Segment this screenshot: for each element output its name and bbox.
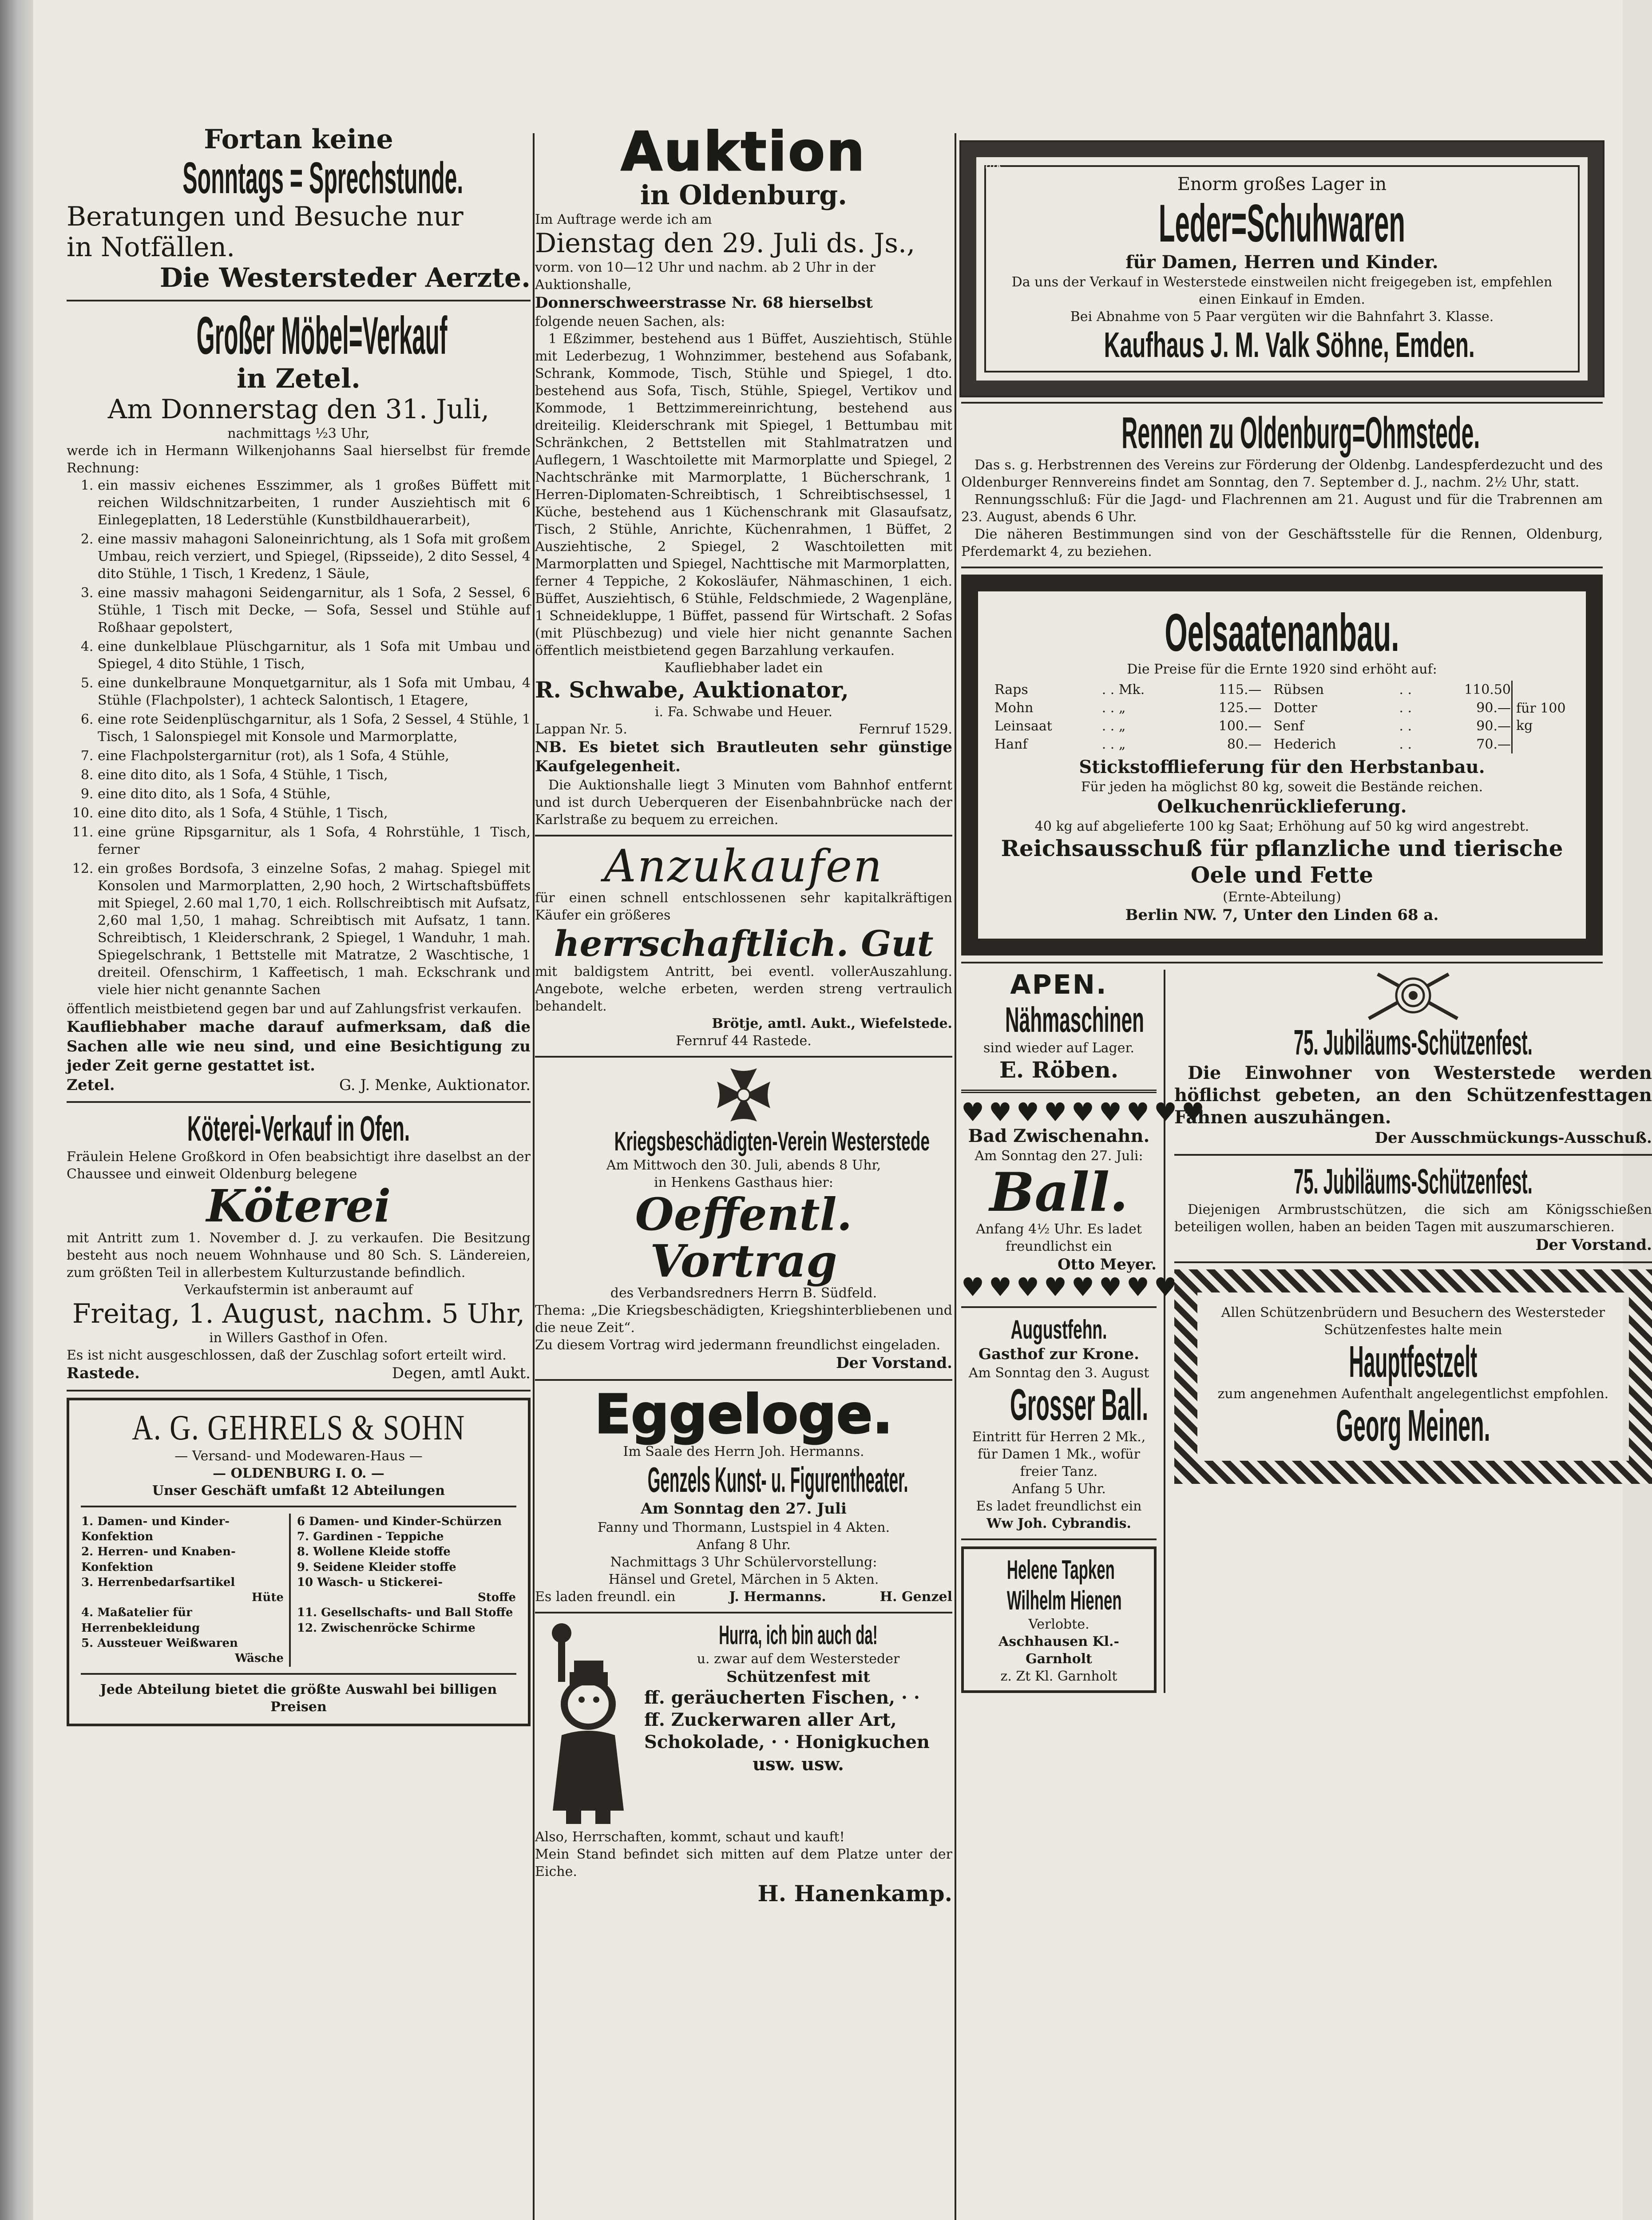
gehrels-dept: 12. Zwischenröcke Schirme — [297, 1621, 475, 1635]
gehrels-departments — [81, 1514, 516, 1667]
oel-crop: Dotter — [1273, 700, 1317, 716]
auktion-title: Auktion — [621, 121, 867, 183]
meinen-line1: Allen Schützenbrüdern und Besuchern des Westersteder Schützenfestes halte mein — [1221, 1304, 1605, 1338]
divider — [961, 402, 1603, 404]
valk-line3: Da uns der Verkauf in Westerstede einstweilen nicht freigegeben ist, empfehlen einen Einkauf in Emden. — [1011, 274, 1553, 307]
ad-kriegsbeschaedigte — [535, 1064, 952, 1373]
oel-price-row — [994, 681, 1570, 699]
fest2-title: 75. Jubiläums-Schützenfest. — [1293, 1162, 1533, 1201]
hurra-line6: usw. usw. — [753, 1754, 844, 1775]
moebel-item: 1. ein massiv eichenes Esszimmer, als 1 großes Büffett mit reichen Wildschnitzarbeiten, 1 runder Ausziehtisch mit 6 Einlegeplatten, 18 Lederstühle (Kunstbildhauerarbeit), — [98, 477, 531, 529]
divider — [961, 567, 1603, 568]
gehrels-dept: 2. Herren- und Knaben-Konfektion — [81, 1545, 236, 1574]
koeterei-p3: Verkaufstermin ist anberaumt auf — [184, 1282, 413, 1298]
oel-price: 125.— — [1218, 700, 1262, 716]
moebel-signature — [67, 1076, 531, 1095]
eggeloge-line6: Hänsel und Gretel, Märchen in 5 Akten. — [608, 1571, 879, 1587]
oel-line8: Berlin NW. 7, Unter den Linden 68 a. — [1125, 906, 1439, 924]
auktion-items: 1 Eßzimmer, bestehend aus 1 Büffet, Ausziehtisch, Stühle mit Lederbezug, 1 Wohnzimmer, bestehend aus Sofabank, Schrank, Kommode, Tisch, Stühle und Spiegel, 1 dto. bestehend aus Sofa, Tisch, Stühle, Spiegel, Vertikov und Kommode, 1 Bettzimmereinrichtung, bestehend aus dreiteilig. Kleiderschrank mit Spiegel, 1 Bettumbau mit Schränkchen, 2 Bettstellen mit Stahlmatratzen und Auflegern, 1 Waschtoilette mit Marmorplatte und Spiegel, 2 Nachtschränke mit Marmorplatte, 1 Bücherschrank, 1 Herren-Diplomaten-Schreibtisch, 1 Schreibtischsessel, 1 Küche, bestehend aus 1 Küchenschrank mit Glasaufsatz, Tisch, 2 Stühle, Anrichte, Küchenrahmen, 1 Büffet, 2 Ausziehtische, 2 Spiegel, 2 Waschtoiletten mit Marmorplatten und Spiegel, Nachttische mit Marmorplatten, — [535, 331, 952, 572]
gehrels-dept: 6 Damen- und Kinder-Schürzen — [297, 1514, 502, 1528]
gehrels-dept: 1. Damen- und Kinder-Konfektion — [81, 1514, 230, 1543]
moebel-intro: werde ich in Hermann Wilkenjohanns Saal hierselbst für fremde Rechnung: — [67, 443, 531, 476]
gehrels-dept: 8. Wollene Kleide stoffe — [297, 1545, 451, 1559]
oel-crop: Raps — [994, 682, 1028, 698]
gehrels-city: — OLDENBURG I. O. — — [213, 1465, 384, 1481]
oel-line1: Die Preise für die Ernte 1920 sind erhöht auf: — [1127, 662, 1437, 677]
zwischen-big: Ball. — [989, 1161, 1129, 1224]
gehrels-sub: — Versand- und Modewaren-Haus — — [174, 1448, 423, 1464]
gehrels-sub2: Unser Geschäft umfaßt 12 Abteilungen — [152, 1483, 445, 1498]
moebel-item: 3. eine massiv mahagoni Seidengarnitur, als 1 Sofa, 2 Sessel, 6 Stühle, 1 Tisch mit Decke, — Sofa, Sessel und Stühle auf Roßhaar gepolstert, — [98, 584, 531, 636]
fest1-title: 75. Jubiläums-Schützenfest. — [1293, 1022, 1533, 1062]
moebel-note: Kaufliebhaber mache darauf aufmerksam, daß die Sachen alle wie neu sind, und eine Besichtigung zu jeder Zeit gerne gestattet ist. — [67, 1018, 531, 1075]
oel-price: 90.— — [1476, 718, 1511, 734]
eggeloge-big: Genzels Kunst- u. Figurentheater. — [647, 1460, 908, 1500]
sprech-signature: Die Westersteder Aerzte. — [159, 262, 531, 293]
gehrels-title: A. G. GEHRELS & SOHN — [132, 1408, 465, 1447]
divider — [961, 1090, 1157, 1093]
eggeloge-name2: H. Genzel — [879, 1589, 952, 1605]
moebel-sig-place: Zetel. — [67, 1076, 115, 1094]
koeterei-p5: Es ist nicht ausgeschlossen, daß der Zuschlag sofort erteilt wird. — [67, 1348, 507, 1364]
heart-border-icon: ♥♥♥♥♥♥♥♥♥ — [961, 1272, 1209, 1303]
ad-anzukaufen — [535, 840, 952, 1050]
valk-line1: Enorm großes Lager in — [1177, 174, 1387, 194]
hurra-line5: Schokolade, · · Honigkuchen — [644, 1732, 930, 1753]
divider — [961, 1538, 1157, 1540]
oel-price: 100.— — [1218, 718, 1262, 734]
oel-price-row — [994, 735, 1570, 753]
koeterei-title: Köterei-Verkauf in Ofen. — [187, 1109, 410, 1149]
auktion-auctioneer: R. Schwabe, Auktionator, — [535, 676, 849, 703]
gehrels-dept: 4. Maßatelier für Herrenbekleidung — [81, 1606, 200, 1635]
ad-schuetzenfest-1 — [1174, 970, 1652, 1148]
hurra-line2: Schützenfest mit — [726, 1668, 870, 1686]
auktion-nb: NB. Es bietet sich Brautleuten sehr günstige Kaufgelegenheit. — [535, 738, 952, 776]
krieger-line3: des Verbandsredners Herrn B. Südfeld. — [610, 1285, 877, 1301]
oel-line3: Für jeden ha möglichst 80 kg, soweit die Bestände reichen. — [1081, 779, 1483, 795]
moebel-item: 5. eine dunkelbraune Monquetgarnitur, als 1 Sofa mit Umbau, 4 Stühle (Flachpolster), 1 achteck Salontisch, 1 Etagere, — [98, 674, 531, 709]
ad-georg-meinen — [1174, 1269, 1652, 1484]
gehrels-dept: 11. Gesellschafts- und Ball Stoffe — [297, 1606, 513, 1620]
gehrels-dept: 10 Wasch- u Stickerei- — [297, 1575, 443, 1589]
august-line3: Eintritt für Herren 2 Mk., für Damen 1 Mk., wofür freier Tanz. — [972, 1429, 1146, 1479]
iron-cross-icon — [713, 1064, 775, 1126]
oel-crop: Rübsen — [1273, 682, 1324, 698]
oel-crop: Hanf — [994, 737, 1028, 752]
apen-big: Nähmaschinen — [1005, 999, 1144, 1039]
divider — [961, 962, 1603, 963]
fest1-signature: Der Ausschmückungs-Ausschuß. — [1375, 1129, 1652, 1147]
gehrels-dept: 5. Aussteuer Weißwaren — [81, 1637, 238, 1650]
moebel-item: 9. eine dito dito, als 1 Sofa, 4 Stühle, — [98, 785, 531, 803]
ad-koeterei — [67, 1109, 531, 1384]
moebel-outro: öffentlich meistbietend gegen bar und auf Zahlungsfrist verkaufen. — [67, 1001, 522, 1017]
ad-auktion-oldenburg — [535, 121, 952, 829]
column-rule-1 — [533, 133, 535, 2220]
meinen-name: Georg Meinen. — [1336, 1400, 1490, 1451]
oel-price-table — [994, 681, 1570, 753]
verlobt-line1: Verlobte. — [1028, 1616, 1089, 1632]
oel-crop: Hederich — [1273, 737, 1336, 752]
verlobt-name1: Helene Tapken — [1006, 1554, 1115, 1585]
gehrels-footer: Jede Abteilung bietet die größte Auswahl bei billigen Preisen — [100, 1681, 497, 1715]
oel-price: 110.50 — [1464, 682, 1511, 698]
verlobt-line3: z. Zt Kl. Garnholt — [1000, 1668, 1117, 1684]
koeterei-p1: Fräulein Helene Großkord in Ofen beabsichtigt ihre daselbst an der Chaussee und einweit Oldenburg belegene — [67, 1149, 531, 1182]
gehrels-dept: 9. Seidene Kleider stoffe — [297, 1560, 456, 1574]
oel-unit: . . — [1399, 700, 1412, 716]
moebel-item: 11. eine grüne Ripsgarnitur, als 1 Sofa, 4 Rohrstühle, 1 Tisch, ferner — [98, 824, 531, 858]
fest2-signature: Der Vorstand. — [1535, 1236, 1652, 1254]
krieger-title: Kriegsbeschädigten-Verein Westerstede — [614, 1126, 930, 1156]
august-big: Grosser Ball. — [1010, 1380, 1149, 1430]
zwischen-title: Bad Zwischenahn. — [968, 1125, 1150, 1146]
hurra-title: Hurra, ich bin auch da! — [719, 1620, 878, 1650]
eggeloge-name1: J. Hermanns. — [729, 1589, 826, 1605]
auktion-line1: Im Auftrage werde ich am — [535, 212, 712, 227]
divider — [81, 1673, 516, 1675]
oel-line5: 40 kg auf abgelieferte 100 kg Saat; Erhöhung auf 50 kg wird angestrebt. — [1034, 819, 1529, 834]
oel-price: 70.— — [1476, 737, 1511, 752]
apen-name: E. Röben. — [999, 1056, 1119, 1083]
hurra-line3: ff. geräucherten Fischen, · · — [644, 1687, 920, 1709]
divider — [535, 835, 952, 836]
divider — [67, 1101, 531, 1103]
krieger-line2: in Henkens Gasthaus hier: — [654, 1174, 833, 1190]
oel-line4: Oelkuchenrücklieferung. — [1157, 796, 1407, 817]
oel-unit: . . — [1399, 737, 1412, 752]
auktion-line3: folgende neuen Sachen, als: — [535, 313, 725, 329]
rennen-p1: Das s. g. Herbstrennen des Vereins zur Förderung der Oldenbg. Landespferdezucht und des Oldenburger Rennvereins findet am Sonntag, den 7. September d. J., nachm. 2½ Uhr, statt. — [961, 457, 1603, 490]
auktion-contact — [535, 721, 952, 738]
ad-hanenkamp — [535, 1620, 952, 1828]
zwischen-name: Otto Meyer. — [1058, 1255, 1157, 1273]
auktion-invite: Kaufliebhaber ladet ein — [664, 660, 823, 676]
divider — [81, 1506, 516, 1507]
column-middle — [535, 121, 952, 1907]
august-line1: Gasthof zur Krone. — [979, 1345, 1139, 1364]
vendor-figure-icon — [535, 1620, 637, 1828]
eggeloge-line3: Fanny und Thormann, Lustspiel in 4 Akten. — [597, 1519, 890, 1535]
oel-crop: Leinsaat — [994, 718, 1052, 734]
auktion-items2: ferner 4 Teppiche, 2 Kokosläufer, Nähmaschinen, 1 eich. Büffet, Ausziehtisch, 6 Stühle, Feldschmiede, 2 Wagenpläne, 1 Schneidekluppe, 1 Büffet, passend für Wirtschaft. 2 Sofas (mit Plüschbezug) und viele hier nicht genannte Sachen öffentlich meistbietend gegen Barzahlung verkaufen. — [535, 573, 952, 658]
divider — [535, 1612, 952, 1613]
moebel-place: in Zetel. — [237, 363, 361, 394]
ad-gehrels — [67, 1398, 531, 1726]
august-title: Augustfehn. — [1010, 1315, 1107, 1345]
auktion-line2: vorm. von 10—12 Uhr und nachm. ab 2 Uhr in der Auktionshalle, — [535, 260, 876, 293]
rennen-title: Rennen zu Oldenburg=Ohmstede. — [1121, 408, 1480, 458]
fest1-text: Die Einwohner von Westerstede werden höflichst gebeten, an den Schützenfesttagen Fahnen auszuhängen. — [1174, 1062, 1652, 1128]
ad-rennen — [961, 410, 1603, 560]
koeterei-big: Köterei — [206, 1180, 391, 1233]
zwischen-line2: Anfang 4½ Uhr. Es ladet freundlichst ein — [976, 1221, 1142, 1254]
meinen-line2: zum angenehmen Aufenthalt angelegentlichst empfohlen. — [1217, 1386, 1609, 1402]
column-rule-2 — [955, 133, 956, 2220]
moebel-item: 7. eine Flachpolstergarnitur (rot), als 1 Sofa, 4 Stühle, — [98, 747, 531, 765]
moebel-item: 6. eine rote Seidenplüschgarnitur, als 1 Sofa, 2 Sessel, 4 Stühle, 1 Tisch, 1 Salonspiegel mit Konsole und Marmorplatte, — [98, 711, 531, 745]
oel-title: Oelsaatenanbau. — [1165, 603, 1399, 662]
moebel-date: Am Donnerstag den 31. Juli, — [107, 394, 490, 425]
valk-line4: Bei Abnahme von 5 Paar vergüten wir die Bahnfahrt 3. Klasse. — [1070, 309, 1494, 325]
oel-price: 115.— — [1218, 682, 1262, 698]
apen-title: APEN. — [1010, 969, 1108, 1000]
divider — [535, 1056, 952, 1058]
gehrels-dept: Hüte — [251, 1591, 284, 1605]
column-left — [67, 124, 531, 1726]
auktion-firm: i. Fa. Schwabe und Heuer. — [654, 704, 833, 720]
august-line5: Es ladet freundlichst ein — [976, 1498, 1142, 1514]
target-rifles-icon — [1360, 970, 1466, 1023]
ad-eggeloge — [535, 1384, 952, 1606]
eggeloge-line1: Im Saale des Herrn Joh. Hermanns. — [623, 1444, 864, 1460]
hurra-line8: Mein Stand befindet sich mitten auf dem Platze unter der Eiche. — [535, 1846, 952, 1879]
eggeloge-invite: Es laden freundl. ein — [535, 1589, 676, 1605]
sprech-line3: Beratungen und Besuche nur — [67, 201, 464, 232]
valk-name: Kaufhaus J. M. Valk Söhne, Emden. — [1104, 325, 1475, 365]
fest2-text: Diejenigen Armbrustschützen, die sich am Königsschießen beteiligen wollen, haben an beiden Tagen mit auszumarschieren. — [1174, 1202, 1652, 1235]
krieger-signature: Der Vorstand. — [836, 1354, 952, 1372]
sprech-title: Sonntags = Sprechstunde. — [182, 153, 464, 203]
oel-unit: . . „ — [1101, 718, 1126, 734]
moebel-item: 2. eine massiv mahagoni Saloneinrichtung, als 1 Sofa mit großem Umbau, reich verziert, und Spiegel, (Ripsseide), 2 dito Sessel, 4 dito Stühle, 1 Tisch, 1 Kredenz, 1 Säule, — [98, 531, 531, 583]
moebel-item: 8. eine dito dito, als 1 Sofa, 4 Stühle, 1 Tisch, — [98, 766, 531, 784]
rennen-p2: Rennungsschluß: Für die Jagd- und Flachrennen am 21. August und für die Trabrennen am 23. August, abends 6 Uhr. — [961, 492, 1603, 525]
c3-subcolumn-left — [961, 969, 1209, 1693]
gehrels-dept: 7. Gardinen - Teppiche — [297, 1530, 444, 1543]
gehrels-dept: Wäsche — [235, 1652, 284, 1665]
gehrels-dept: 3. Herrenbedarfsartikel — [81, 1575, 235, 1589]
anzukaufen-big: herrschaftlich. Gut — [554, 922, 934, 964]
sprech-line4: in Notfällen. — [67, 232, 235, 263]
zwischen-line1: Am Sonntag den 27. Juli: — [975, 1148, 1143, 1164]
august-line4: Anfang 5 Uhr. — [1012, 1481, 1106, 1497]
oel-unit: . . — [1399, 718, 1412, 734]
oel-line2: Stickstofflieferung für den Herbstanbau. — [1079, 757, 1485, 777]
krieger-invite: Zu diesem Vortrag wird jedermann freundlichst eingeladen. — [535, 1337, 941, 1353]
ad-valk — [961, 142, 1603, 396]
ad-apen — [961, 970, 1157, 1083]
auktion-nb2: Die Auktionshalle liegt 3 Minuten vom Bahnhof entfernt und ist durch Ueberqueren der Eisenbahnbrücke nach der Karlstraße zu bequem zu erreichen. — [535, 777, 952, 828]
gehrels-dept: Stoffe — [477, 1591, 516, 1605]
koeterei-date: Freitag, 1. August, nachm. 5 Uhr, — [72, 1298, 525, 1330]
auktion-subtitle: in Oldenburg. — [640, 180, 848, 211]
moebel-time: nachmittags ½3 Uhr, — [227, 426, 370, 441]
oel-price-row — [994, 699, 1570, 717]
oel-crop: Mohn — [994, 700, 1034, 716]
moebel-item: 12. ein großes Bordsofa, 3 einzelne Sofas, 2 mahag. Spiegel mit Konsolen und Marmorplatten, 2,90 hoch, 2 Wirtschaftsbüffets mit Spiegel, 2.60 mal 1,70, 1 eich. Rollschreibtisch mit Aufsatz, 2,60 mal 1,50, 1 mahag. Schreibtisch mit Aufsatz, 1 tann. Schreibtisch, 1 Kleiderschrank, 2 Spiegel, 1 Wanduhr, 1 mah. Spiegelschrank, 1 Bettstelle mit Matratze, 2 Waschtische, 1 dreiteil. Ofenschirm, 1 Kaffeetisch, 1 mah. Eckschrank und viele hier nicht genannte Sachen — [98, 860, 531, 999]
auktion-date: Dienstag den 29. Juli ds. Js., — [535, 228, 915, 259]
valk-line2: für Damen, Herren und Kinder. — [1125, 252, 1438, 273]
koeterei-signature — [67, 1364, 531, 1384]
ad-verlobung — [961, 1546, 1157, 1693]
hurra-line4: ff. Zuckerwaren aller Art, — [644, 1709, 897, 1731]
moebel-title: Großer Möbel=Verkauf — [196, 306, 448, 365]
krieger-big: Oeffentl. Vortrag — [635, 1188, 852, 1287]
eggeloge-signature — [535, 1588, 952, 1606]
c3-subcolumn-right — [1174, 970, 1652, 1693]
krieger-topic: Thema: „Die Kriegsbeschädigten, Kriegshinterbliebenen und die neue Zeit“. — [535, 1302, 952, 1336]
krieger-line1: Am Mittwoch den 30. Juli, abends 8 Uhr, — [606, 1157, 881, 1173]
sprech-line1: Fortan keine — [204, 124, 393, 155]
verlobt-name2: Wilhelm Hienen — [1006, 1585, 1122, 1615]
oel-price: 80.— — [1227, 737, 1262, 752]
divider — [535, 1379, 952, 1381]
book-spine — [0, 0, 33, 2220]
august-line2: Am Sonntag den 3. August — [968, 1365, 1149, 1381]
auktion-address: Donnerschweerstrasse Nr. 68 hierselbst — [535, 294, 873, 312]
meinen-big: Hauptfestzelt — [1349, 1336, 1478, 1387]
eggeloge-line2: Am Sonntag den 27. Juli — [641, 1500, 847, 1518]
valk-logo: Valk — [978, 159, 1003, 172]
koeterei-sig-name: Degen, amtl Aukt. — [392, 1364, 531, 1383]
oel-price: 90.— — [1476, 700, 1511, 716]
rennen-p3: Die näheren Bestimmungen sind von der Geschäftsstelle für die Rennen, Oldenburg, Pferdemarkt 4, zu beziehen. — [961, 527, 1603, 559]
eggeloge-line4: Anfang 8 Uhr. — [697, 1537, 791, 1553]
column-right — [961, 142, 1652, 1693]
oel-unit: . . — [1399, 682, 1412, 698]
oel-unit-note: für 100 kg — [1512, 681, 1570, 753]
auktion-phone: Fernruf 1529. — [859, 721, 952, 737]
moebel-item: 4. eine dunkelblaue Plüschgarnitur, als 1 Sofa mit Umbau und Spiegel, 4 dito Stühle, 1 Tisch, — [98, 638, 531, 673]
hurra-name: H. Hanenkamp. — [757, 1880, 952, 1907]
hurra-line1: u. zwar auf dem Westersteder — [697, 1651, 900, 1667]
ad-oelsaaten — [961, 575, 1603, 955]
hurra-line7: Also, Herrschaften, kommt, schaut und kauft! — [535, 1829, 845, 1845]
ad-moebel-verkauf — [67, 308, 531, 1095]
august-name: Ww Joh. Cybrandis. — [986, 1515, 1131, 1531]
auktion-contact-address: Lappan Nr. 5. — [535, 721, 627, 737]
moebel-sig-name: G. J. Menke, Auktionator. — [339, 1076, 531, 1094]
valk-big: Leder=Schuhwaren — [1158, 194, 1406, 253]
oel-line7: (Ernte-Abteilung) — [1223, 889, 1341, 905]
heart-border-icon: ♥♥♥♥♥♥♥♥♥ — [961, 1097, 1209, 1127]
c3-lower — [961, 969, 1652, 1693]
moebel-item: 10. eine dito dito, als 1 Sofa, 4 Stühle, 1 Tisch, — [98, 805, 531, 822]
oel-price-row — [994, 717, 1570, 735]
ad-augustfehn — [961, 1314, 1157, 1532]
anzukaufen-name: Brötje, amtl. Aukt., Wiefelstede. — [712, 1015, 952, 1031]
anzukaufen-title: Anzukaufen — [604, 840, 883, 892]
divider — [961, 1306, 1157, 1308]
anzukaufen-phone: Fernruf 44 Rastede. — [676, 1033, 812, 1049]
divider — [67, 300, 531, 301]
eggeloge-title: Eggeloge. — [594, 1384, 893, 1446]
koeterei-p2: mit Antritt zum 1. November d. J. zu verkaufen. Die Besitzung besteht aus noch neuem Wohnhause und 80 Sch. S. Ländereien, zum größten Teil in allerbestem Kulturzustande befindlich. — [67, 1230, 531, 1281]
oel-crop: Senf — [1273, 718, 1304, 734]
anzukaufen-line1: für einen schnell entschlossenen sehr kapitalkräftigen Käufer ein größeres — [535, 890, 952, 923]
koeterei-p4: in Willers Gasthof in Ofen. — [209, 1330, 388, 1346]
ad-zwischenahn — [961, 1097, 1209, 1303]
apen-line1: sind wieder auf Lager. — [983, 1040, 1135, 1056]
divider — [67, 1390, 531, 1391]
oel-unit: . . „ — [1101, 737, 1126, 752]
divider — [1174, 1261, 1652, 1263]
anzukaufen-line2: mit baldigstem Antritt, bei eventl. vollerAuszahlung. Angebote, welche erbeten, werden streng vertraulich behandelt. — [535, 963, 952, 1014]
koeterei-sig-place: Rastede. — [67, 1364, 140, 1383]
ad-sprechstunde — [67, 124, 531, 293]
verlobt-line2: Aschhausen Kl.-Garnholt — [998, 1633, 1119, 1667]
oel-unit: . . „ — [1101, 700, 1126, 716]
divider — [1174, 1154, 1652, 1156]
oel-line6: Reichsausschuß für pflanzliche und tierische Oele und Fette — [1001, 835, 1563, 888]
eggeloge-line5: Nachmittags 3 Uhr Schülervorstellung: — [610, 1554, 877, 1570]
oel-unit: . . Mk. — [1101, 682, 1145, 698]
moebel-list — [67, 477, 531, 999]
ad-schuetzenfest-2 — [1174, 1162, 1652, 1255]
